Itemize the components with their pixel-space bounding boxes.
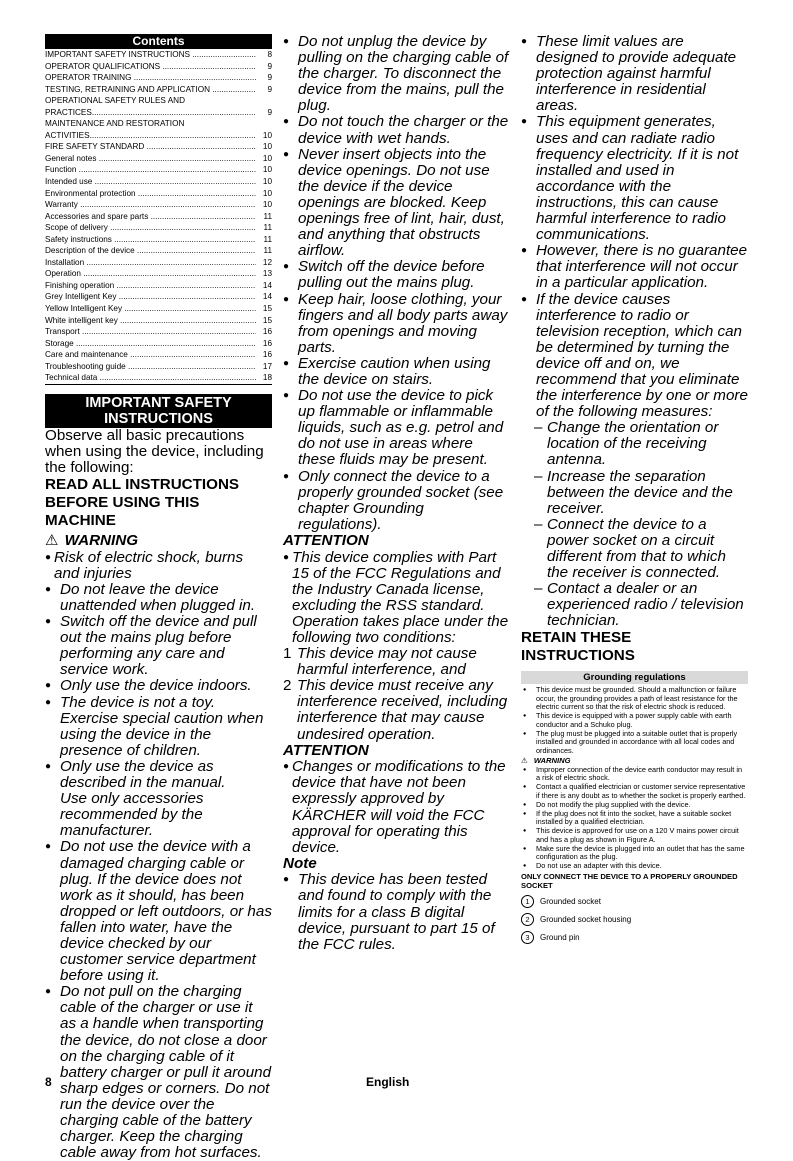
contents-item[interactable]: Yellow Intelligent Key ..... 15 [45,303,272,315]
grounding-warning-bullet: ● This device is approved for use on a 120 V mains power circuit and has a plug as shown in Figure A. [521,827,748,844]
fcc-condition: 2 This device must receive any interference received, including interference that may cause undesired operation. [283,677,508,743]
contents-item[interactable]: OPERATIONAL SAFETY RULES AND PRACTICES ..... 9 [45,95,272,118]
contents-item[interactable]: Safety instructions ..... 11 [45,234,272,246]
grounding-warning-bullet: ● Do not modify the plug supplied with the device. [521,801,748,810]
safety-bullets-1 [45,582,272,1161]
contents-item[interactable]: TESTING, RETRAINING AND APPLICATION ..... 9 [45,84,272,96]
contents-item[interactable]: Installation ..... 12 [45,257,272,269]
measure-item: – Increase the separation between the device and the receiver. [534,469,748,517]
contents-item[interactable]: Scope of delivery ..... 11 [45,222,272,234]
note-heading: Note [283,854,317,872]
fcc-compliance: ● This device complies with Part 15 of the FCC Regulations and the Industry Canada license, excluding the RSS standard. Operation takes place under the following two conditions: [283,550,510,647]
grounding-warning-bullet: ● If the plug does not fit into the socket, have a suitable socket installed by a qualified electrician. [521,810,748,827]
column-3 [521,34,748,944]
contents-item[interactable]: White intelligent key ..... 15 [45,315,272,327]
number-circle: 2 [521,913,534,926]
column-2 [283,34,510,953]
contents-item[interactable]: OPERATOR TRAINING ..... 9 [45,72,272,84]
safety-bullet: ● Do not use the device with a damaged charging cable or plug. If the device does not work as it should, has been dropped or left outdoors, or has fallen into water, have the device checked by our customer service department before using it. [45,839,272,984]
note-bullet: ● However, there is no guarantee that interference will not occur in a particular application. [521,243,748,291]
warning-triangle-icon: ⚠ [45,532,59,550]
contents-item[interactable]: MAINTENANCE AND RESTORATION ACTIVITIES ..... 10 [45,118,272,141]
contents-item[interactable]: IMPORTANT SAFETY INSTRUCTIONS ..... 8 [45,49,272,61]
contents-list [45,49,272,385]
connect-note: ONLY CONNECT THE DEVICE TO A PROPERLY GROUNDED SOCKET [521,871,738,890]
safety-bullets-2 [283,34,510,533]
contents-item[interactable]: Transport ..... 16 [45,326,272,338]
contents-item[interactable]: Technical data ..... 18 [45,372,272,384]
page-number: 8 [45,1075,52,1089]
read-all-instructions: READ ALL INSTRUCTIONS BEFORE USING THIS MACHINE [45,476,240,530]
note-bullet: ● These limit values are designed to provide adequate protection against harmful interference in residential areas. [521,34,748,114]
contents-item[interactable]: Troubleshooting guide ..... 17 [45,361,272,373]
safety-bullet: ● Do not touch the charger or the device with wet hands. [283,114,510,146]
note-bullet: ● If the device causes interference to radio or television reception, which can be determined by turning the device off and on, we recommend that you eliminate the interference by one or more of the following measures: [521,292,748,421]
safety-bullet: ● Switch off the device before pulling out the mains plug. [283,259,510,291]
contents-item[interactable]: Description of the device ..... 11 [45,245,272,257]
grounding-warning-heading: ⚠ WARNING [521,755,571,765]
grounding-warning-bullet: ● Contact a qualified electrician or customer service representative if there is any doubt as to whether the socket is properly earthed. [521,783,748,800]
safety-bullet: ● Do not leave the device unattended when plugged in. [45,582,272,614]
safety-bullet: ● Only connect the device to a properly grounded socket (see chapter Grounding regulations). [283,469,510,533]
safety-bullet: ● Keep hair, loose clothing, your fingers and all body parts away from openings and moving parts. [283,292,510,356]
note-bullets-1 [283,872,510,952]
number-circle: 1 [521,895,534,908]
grounding-warning-bullet: ● Improper connection of the device earth conductor may result in a risk of electric shock. [521,766,748,783]
note-bullets-2 [521,34,748,420]
safety-bullet: ● Only use the device as described in the manual. Use only accessories recommended by the manufacturer. [45,759,272,839]
contents-item[interactable]: Finishing operation ..... 14 [45,280,272,292]
attention-heading-2: ATTENTION [283,741,369,759]
interference-measures [521,420,748,629]
contents-item[interactable]: Function ..... 10 [45,164,272,176]
safety-bullet: ● The device is not a toy. Exercise special caution when using the device in the presence of children. [45,695,272,759]
grounding-title: Grounding regulations [521,671,748,684]
accessories-note: Use only accessories recommended by the manufacturer. [60,790,204,840]
warning-intro: ● Risk of electric shock, burns and injuries [45,550,272,582]
grounding-warning-bullet: ● Do not use an adapter with this device. [521,862,748,871]
contents-item[interactable]: Storage ..... 16 [45,338,272,350]
grounding-warning-bullets [521,766,748,871]
contents-item[interactable]: Operation ..... 13 [45,268,272,280]
grounding-bullet: ● The plug must be plugged into a suitable outlet that is properly installed and grounded in accordance with all local codes and ordinances. [521,730,748,756]
safety-bullet: ● Exercise caution when using the device on stairs. [283,356,510,388]
grounding-item: 2 Grounded socket housing [521,913,748,926]
number-circle: 3 [521,931,534,944]
note-bullet: ● This equipment generates, uses and can radiate radio frequency electricity. If it is not installed and used in accordance with the instructions, this can cause harmful interference to radio communications. [521,114,748,243]
column-1 [45,34,272,1161]
safety-bullet: ● Switch off the device and pull out the mains plug before performing any care and service work. [45,614,272,678]
contents-item[interactable]: Environmental protection ..... 10 [45,188,272,200]
warning-heading: ⚠ WARNING [45,532,139,550]
measure-item: – Contact a dealer or an experienced radio / television technician. [534,581,748,629]
safety-bullet: ● Only use the device indoors. [45,678,272,694]
safety-bullet: ● Never insert objects into the device openings. Do not use the device if the device openings are blocked. Keep openings free of lint, hair, dust, and anything that obstructs airflow. [283,147,510,260]
retain-instructions: RETAIN THESE INSTRUCTIONS [521,629,635,665]
contents-item[interactable]: Accessories and spare parts ..... 11 [45,211,272,223]
safety-bullet: ● Do not use the device to pick up flammable or inflammable liquids, such as e.g. petrol and do not use in areas where these fluids may be present. [283,388,510,468]
contents-item[interactable]: Grey Intelligent Key ..... 14 [45,291,272,303]
footer-language: English [366,1075,410,1089]
note-bullet: ● This device has been tested and found to comply with the limits for a class B digital device, pursuant to part 15 of the FCC rules. [283,872,510,952]
safety-heading: IMPORTANT SAFETY INSTRUCTIONS [45,394,272,428]
contents-item[interactable]: OPERATOR QUALIFICATIONS ..... 9 [45,61,272,73]
grounding-item: 3 Ground pin [521,931,748,944]
grounding-item: 1 Grounded socket [521,895,748,908]
warning-triangle-icon: ⚠ [521,755,528,765]
safety-bullet: ● Do not unplug the device by pulling on the charging cable of the charger. To disconnect the device from the mains, pull the plug. [283,34,510,114]
contents-item[interactable]: FIRE SAFETY STANDARD ..... 10 [45,141,272,153]
contents-item[interactable]: Care and maintenance ..... 16 [45,349,272,361]
grounding-bullet: ● This device must be grounded. Should a malfunction or failure occur, the grounding provides a path of least resistance for the electric current so that the risk of electric shock is reduced. [521,686,748,712]
safety-intro: Observe all basic precautions when using the device, including the following: [45,426,264,477]
safety-bullet: ● Do not pull on the charging cable of the charger or use it as a handle when transporting the device, do not close a door on the charging cable of it battery charger or pull it around sharp edges or corners. Do not run the device over the charging cable of the battery charger. Keep the charging cable away from hot surfaces. [45,984,272,1161]
contents-item[interactable]: General notes ..... 10 [45,153,272,165]
measure-item: – Connect the device to a power socket on a circuit different from that to which the receiver is connected. [534,517,748,581]
grounding-warning-bullet: ● Make sure the device is plugged into an outlet that has the same configuration as the plug. [521,845,748,862]
attention-heading: ATTENTION [283,531,369,549]
fcc-changes: ● Changes or modifications to the device that have not been expressly approved by KÄRCHER will void the FCC approval for operating this device. [283,759,510,856]
fcc-condition: 1 This device may not cause harmful interference, and [283,645,477,679]
contents-item[interactable]: Warranty ..... 10 [45,199,272,211]
contents-title: Contents [45,34,272,49]
measure-item: – Change the orientation or location of the receiving antenna. [534,420,748,468]
contents-item[interactable]: Intended use ..... 10 [45,176,272,188]
grounding-bullet: ● This device is equipped with a power supply cable with earth conductor and a Schuko plug. [521,712,748,729]
grounding-bullets [521,686,748,755]
